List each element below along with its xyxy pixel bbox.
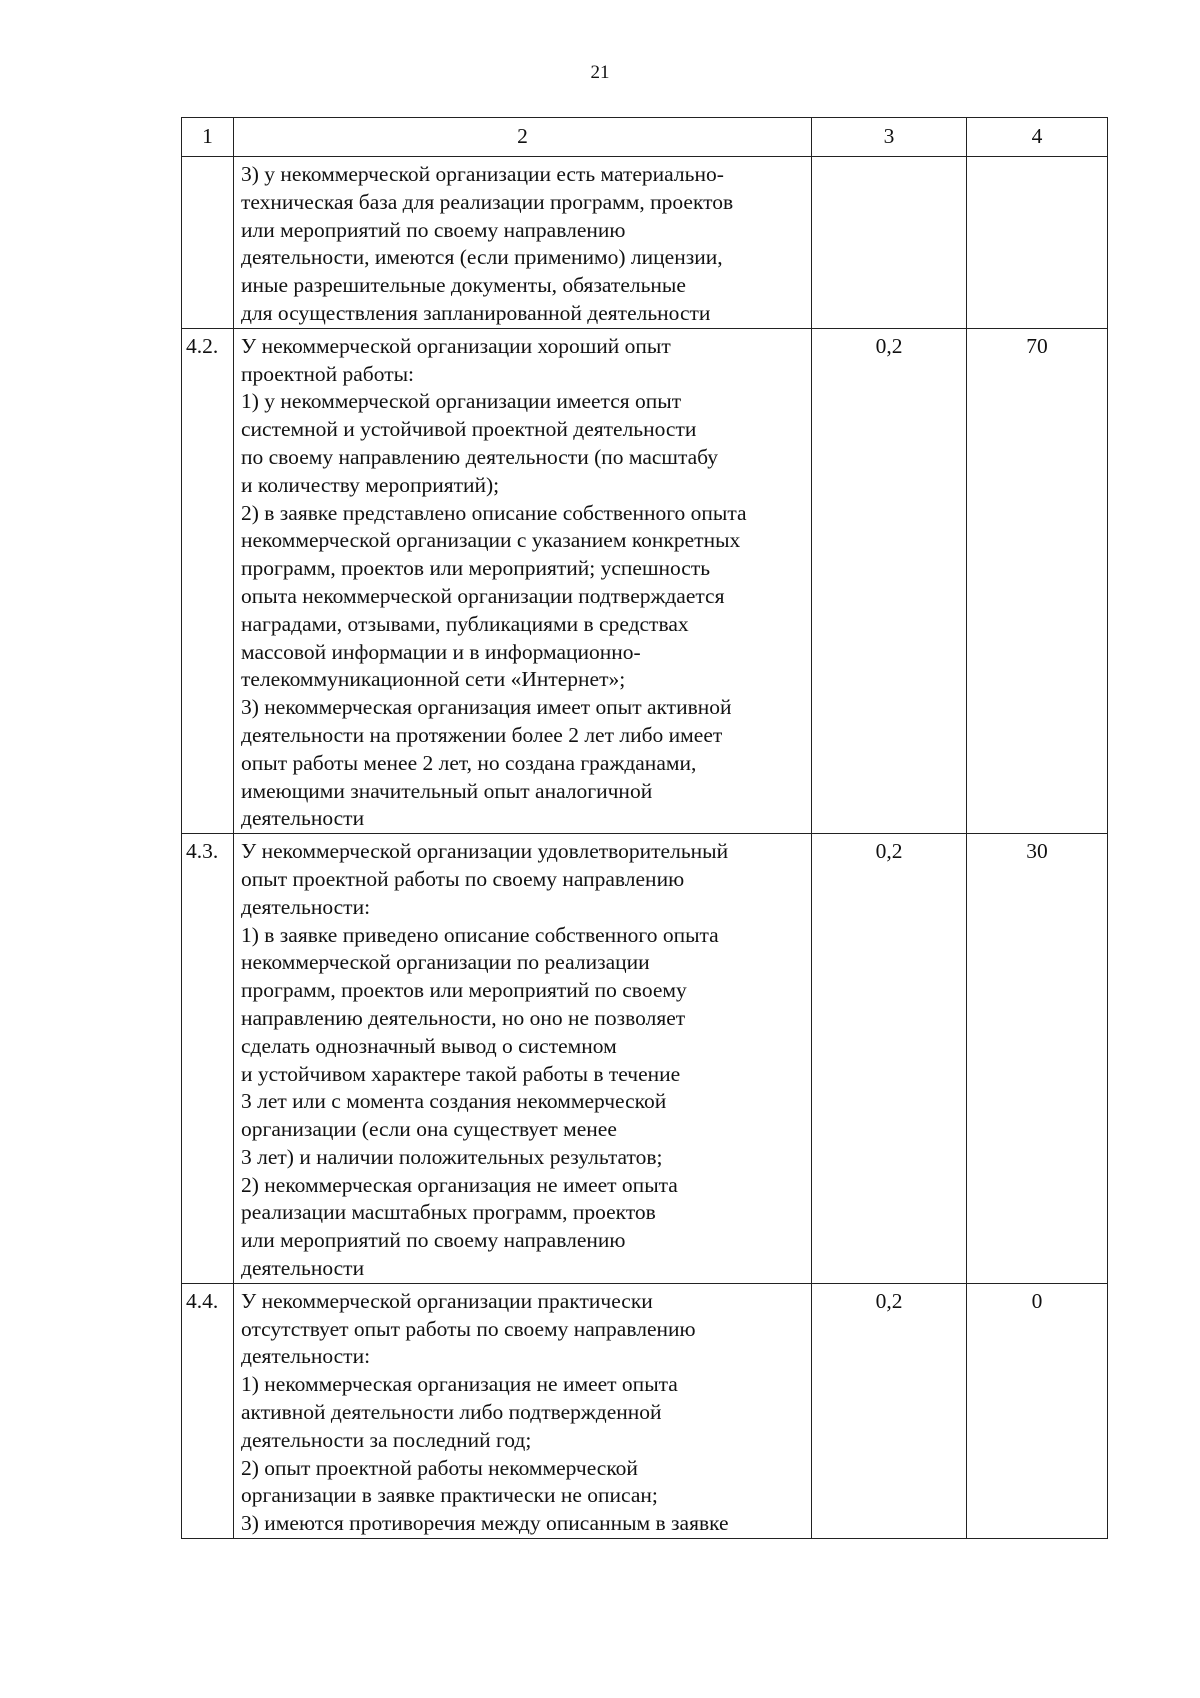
text-line: и устойчивом характере такой работы в течение <box>241 1061 681 1086</box>
text-line: 3) имеются противоречия между описанным в заявке <box>241 1511 729 1536</box>
text-line: проектной работы: <box>241 361 415 386</box>
table-row <box>182 328 1108 833</box>
table-row <box>182 157 1108 329</box>
row-number: 4.3. <box>182 834 234 1284</box>
row-number: 4.2. <box>182 328 234 833</box>
text-line: 2) некоммерческая организация не имеет опыта <box>241 1172 678 1197</box>
text-line: деятельности на протяжении более 2 лет либо имеет <box>241 722 723 747</box>
score-value: 30 <box>967 834 1108 1284</box>
row-number <box>182 157 234 329</box>
criterion-description <box>234 834 812 1284</box>
text-line: 3 лет или с момента создания некоммерческой <box>241 1089 667 1114</box>
text-line: деятельности <box>241 806 365 831</box>
text-line: массовой информации и в информационно- <box>241 639 641 664</box>
row-number: 4.4. <box>182 1283 234 1538</box>
text-line: опыт работы менее 2 лет, но создана гражданами, <box>241 750 697 775</box>
text-line: некоммерческой организации по реализации <box>241 950 650 975</box>
table-row <box>182 834 1108 1284</box>
text-line: наградами, отзывами, публикациями в средствах <box>241 611 689 636</box>
text-line: и количеству мероприятий); <box>241 472 500 497</box>
text-line: 3) некоммерческая организация имеет опыт активной <box>241 695 732 720</box>
text-line: деятельности за последний год; <box>241 1427 532 1452</box>
text-line: техническая база для реализации программ, проектов <box>241 189 734 214</box>
text-line: деятельности, имеются (если применимо) лицензии, <box>241 245 723 270</box>
weight-value: 0,2 <box>812 834 967 1284</box>
text-line: 1) некоммерческая организация не имеет опыта <box>241 1372 678 1397</box>
text-line: сделать однозначный вывод о системном <box>241 1033 617 1058</box>
table-body <box>182 157 1108 1539</box>
criterion-description <box>234 157 812 329</box>
weight-value: 0,2 <box>812 1283 967 1538</box>
text-line: или мероприятий по своему направлению <box>241 1228 626 1253</box>
column-header-4: 4 <box>967 118 1108 157</box>
text-line: реализации масштабных программ, проектов <box>241 1200 656 1225</box>
weight-value: 0,2 <box>812 328 967 833</box>
text-line: некоммерческой организации с указанием конкретных <box>241 528 741 553</box>
text-line: 3) у некоммерческой организации есть материально- <box>241 162 724 186</box>
text-line: программ, проектов или мероприятий по своему <box>241 978 687 1003</box>
text-line: активной деятельности либо подтвержденной <box>241 1400 662 1425</box>
criterion-description <box>234 328 812 833</box>
text-line: организации (если она существует менее <box>241 1117 617 1142</box>
score-value: 70 <box>967 328 1108 833</box>
text-line: организации в заявке практически не описан; <box>241 1483 658 1508</box>
table-row <box>182 1283 1108 1538</box>
text-line: направлению деятельности, но оно не позволяет <box>241 1005 686 1030</box>
text-line: 1) в заявке приведено описание собственного опыта <box>241 922 719 947</box>
text-line: 1) у некоммерческой организации имеется опыт <box>241 389 682 414</box>
criteria-table <box>181 117 1108 1539</box>
text-line: У некоммерческой организации хороший опыт <box>241 333 671 358</box>
text-line: или мероприятий по своему направлению <box>241 217 626 242</box>
text-line: телекоммуникационной сети «Интернет»; <box>241 667 626 692</box>
column-header-1: 1 <box>182 118 234 157</box>
text-line: опыт проектной работы по своему направлению <box>241 866 685 891</box>
text-line: по своему направлению деятельности (по масштабу <box>241 444 719 469</box>
text-line: деятельности <box>241 1256 365 1281</box>
text-line: системной и устойчивой проектной деятельности <box>241 417 697 442</box>
text-line: имеющими значительный опыт аналогичной <box>241 778 653 803</box>
text-line: деятельности: <box>241 1344 371 1369</box>
text-line: У некоммерческой организации практически <box>241 1288 653 1313</box>
text-line: 2) в заявке представлено описание собственного опыта <box>241 500 747 525</box>
text-line: для осуществления запланированной деятельности <box>241 300 711 325</box>
text-line: отсутствует опыт работы по своему направлению <box>241 1316 696 1341</box>
score-value: 0 <box>967 1283 1108 1538</box>
page-number: 21 <box>590 62 610 83</box>
column-header-3: 3 <box>812 118 967 157</box>
text-line: У некоммерческой организации удовлетворительный <box>241 839 729 864</box>
text-line: иные разрешительные документы, обязательные <box>241 273 686 298</box>
text-line: 2) опыт проектной работы некоммерческой <box>241 1455 638 1480</box>
score-value <box>967 157 1108 329</box>
text-line: 3 лет) и наличии положительных результатов; <box>241 1144 663 1169</box>
text-line: программ, проектов или мероприятий; успешность <box>241 556 711 581</box>
text-line: деятельности: <box>241 894 371 919</box>
text-line: опыта некоммерческой организации подтверждается <box>241 583 725 608</box>
column-header-2: 2 <box>234 118 812 157</box>
criterion-description <box>234 1283 812 1538</box>
weight-value <box>812 157 967 329</box>
table-header-row <box>182 118 1108 157</box>
